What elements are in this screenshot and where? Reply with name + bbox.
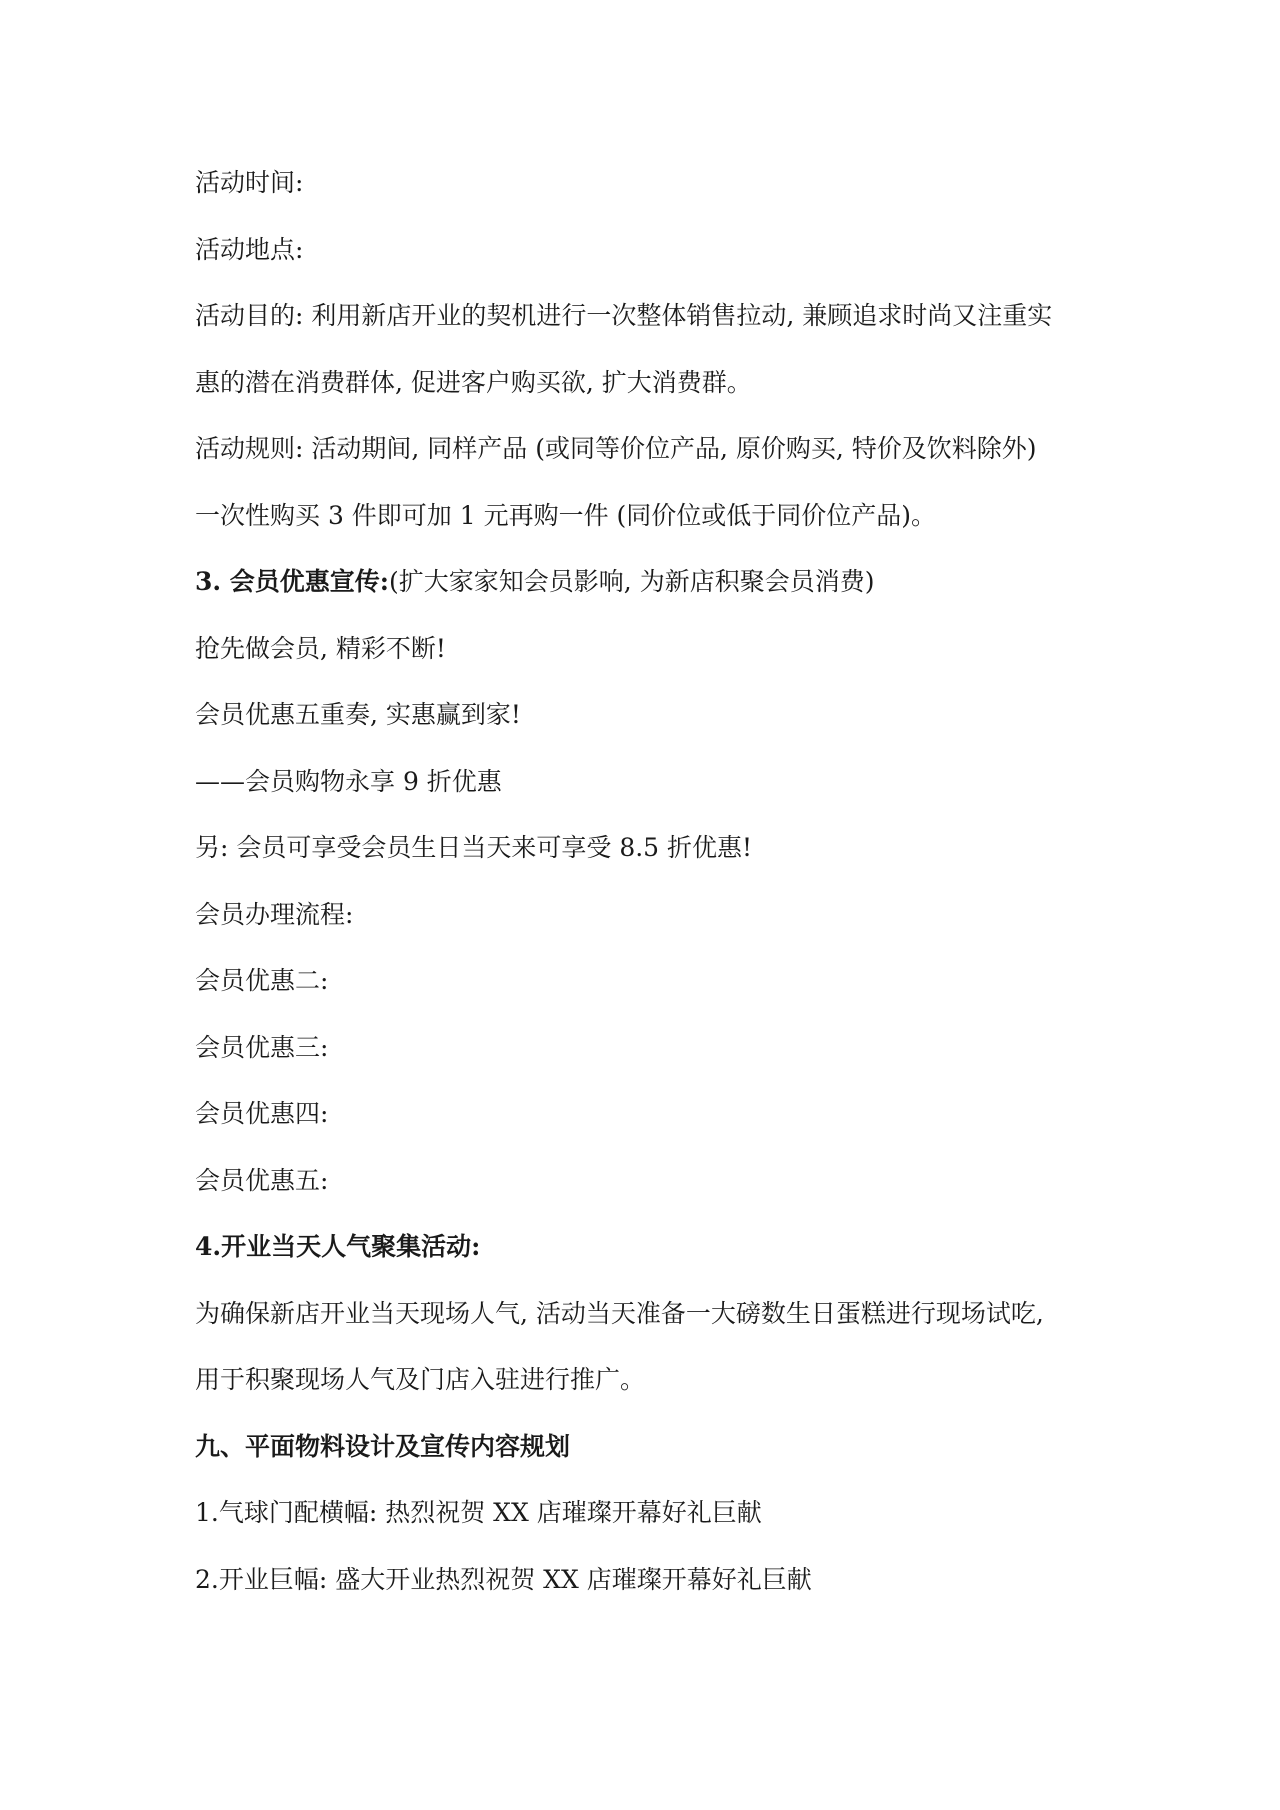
member-slogan-line-2 — [195, 697, 1095, 764]
member-benefit-4-text: 会员优惠四: — [195, 1099, 329, 1128]
member-promo-note: (扩大家家知会员影响, 为新店积聚会员消费) — [389, 567, 875, 596]
activity-rules-text-1: 活动规则: 活动期间, 同样产品 (或同等价位产品, 原价购买, 特价及饮料除外) — [195, 434, 1037, 463]
member-benefit-3-text: 会员优惠三: — [195, 1032, 329, 1062]
member-discount-line — [195, 764, 1095, 831]
member-benefit-5-line — [195, 1163, 1095, 1230]
member-benefit-4-line — [195, 1096, 1095, 1163]
activity-rules-line-1 — [195, 431, 1095, 498]
activity-rules-line-2 — [195, 498, 1095, 565]
activity-rules-text-2: 一次性购买 3 件即可加 1 元再购一件 (同价位或低于同价位产品)。 — [195, 500, 937, 530]
balloon-banner-text: 1.气球门配横幅: 热烈祝贺 XX 店璀璨开幕好礼巨献 — [195, 1498, 762, 1527]
member-promo-heading-line — [195, 564, 1095, 631]
activity-time-line — [195, 165, 1095, 232]
opening-day-desc-text-1: 为确保新店开业当天现场人气, 活动当天准备一大磅数生日蛋糕进行现场试吃, — [195, 1298, 1044, 1328]
section-nine-heading-line — [195, 1429, 1095, 1496]
member-promo-heading: 3. 会员优惠宣传: — [195, 567, 390, 596]
member-birthday-text: 另: 会员可享受会员生日当天来可享受 8.5 折优惠! — [195, 833, 753, 862]
member-benefit-2-line — [195, 963, 1095, 1030]
member-benefit-5-text: 会员优惠五: — [195, 1165, 329, 1195]
member-process-text: 会员办理流程: — [195, 899, 354, 929]
opening-day-heading-line — [195, 1229, 1095, 1296]
member-benefit-2-text: 会员优惠二: — [195, 966, 329, 995]
member-slogan-text-1: 抢先做会员, 精彩不断! — [195, 633, 446, 663]
activity-time-text: 活动时间: — [195, 168, 304, 197]
balloon-banner-line — [195, 1495, 1095, 1562]
activity-purpose-line-2 — [195, 365, 1095, 432]
activity-purpose-text-2: 惠的潜在消费群体, 促进客户购买欲, 扩大消费群。 — [195, 367, 752, 397]
member-slogan-text-2: 会员优惠五重奏, 实惠赢到家! — [195, 700, 521, 729]
member-discount-text: ——会员购物永享 9 折优惠 — [195, 766, 502, 796]
opening-day-desc-text-2: 用于积聚现场人气及门店入驻进行推广。 — [195, 1365, 646, 1394]
activity-purpose-text-1: 活动目的: 利用新店开业的契机进行一次整体销售拉动, 兼顾追求时尚又注重实 — [195, 301, 1053, 330]
opening-banner-text: 2.开业巨幅: 盛大开业热烈祝贺 XX 店璀璨开幕好礼巨献 — [195, 1564, 812, 1594]
opening-day-desc-line-1 — [195, 1296, 1095, 1363]
opening-day-desc-line-2 — [195, 1362, 1095, 1429]
document-body — [195, 165, 1095, 1628]
section-nine-heading: 九、平面物料设计及宣传内容规划 — [195, 1431, 571, 1461]
opening-banner-line — [195, 1562, 1095, 1629]
member-process-line — [195, 897, 1095, 964]
activity-location-text: 活动地点: — [195, 234, 304, 264]
member-slogan-line-1 — [195, 631, 1095, 698]
activity-purpose-line-1 — [195, 298, 1095, 365]
member-birthday-line — [195, 830, 1095, 897]
member-benefit-3-line — [195, 1030, 1095, 1097]
activity-location-line — [195, 232, 1095, 299]
opening-day-heading: 4.开业当天人气聚集活动: — [195, 1232, 481, 1261]
